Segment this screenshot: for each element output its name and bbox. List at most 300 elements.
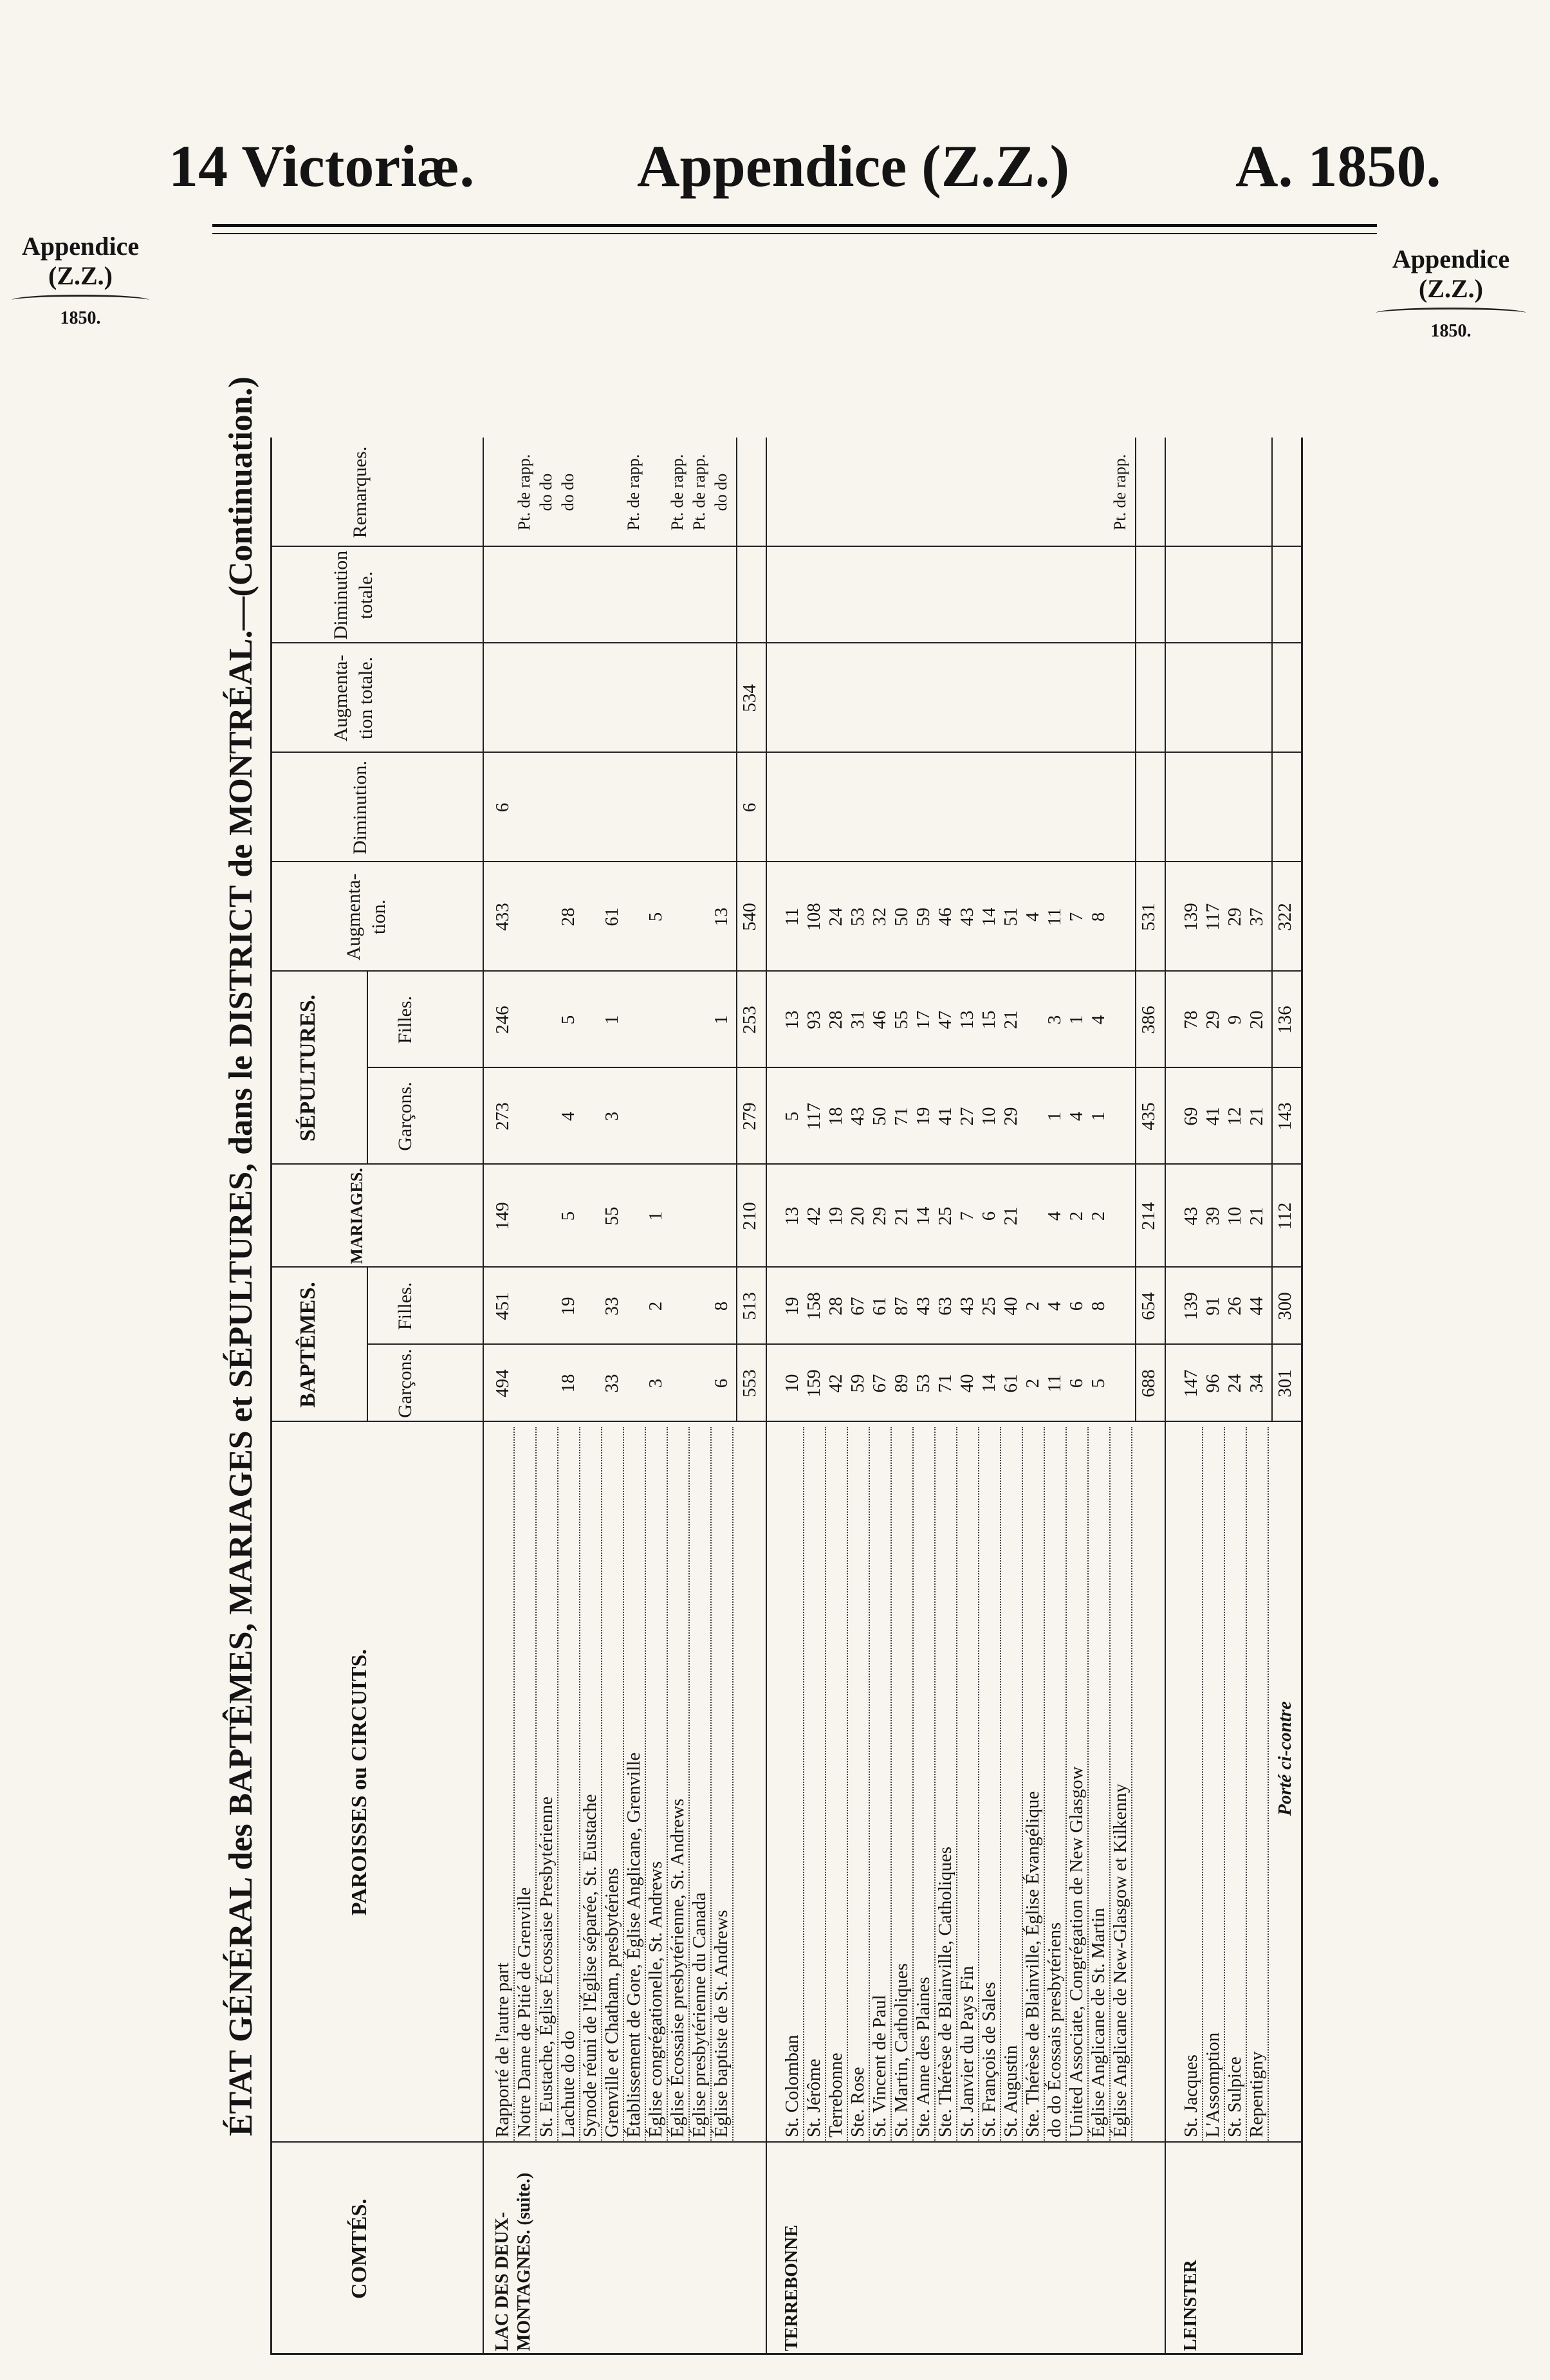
cell-bg: 10 — [782, 1374, 802, 1393]
cell-sg: 27 — [957, 1107, 977, 1126]
cell-mar: 5 — [558, 1211, 578, 1221]
cell-sg: 41 — [1203, 1107, 1223, 1126]
cell-dim — [623, 753, 645, 862]
cell-aug: 4 — [1022, 912, 1043, 922]
cell-mar: 39 — [1203, 1206, 1223, 1226]
cell-sg — [579, 1068, 601, 1165]
cell-aug: 43 — [957, 907, 977, 927]
cell-rem: Pt. de rapp. — [624, 454, 643, 531]
cell-sg: 21 — [1246, 1107, 1267, 1126]
cell-sg: 117 — [804, 1102, 824, 1130]
cell-aug: 28 — [558, 907, 578, 927]
cell-sf: 28 — [826, 1010, 846, 1029]
header-sub-rule-bapt — [367, 1268, 368, 1422]
cell-dimt — [1044, 547, 1066, 643]
total-dimt — [1138, 547, 1159, 643]
header-rule-thick — [212, 224, 1377, 227]
comte-label: LEINSTER — [1181, 2260, 1201, 2351]
cell-sg: 19 — [913, 1107, 934, 1126]
paroisse-name: St. Eustache, Église Écossaise Presbytérienne — [535, 1427, 558, 2143]
paroisse-name: Grenville et Chatham, presbytériens — [601, 1427, 624, 2143]
cell-dimt — [1180, 547, 1202, 643]
cell-rem — [1044, 438, 1066, 547]
cell-augt — [535, 643, 557, 753]
cell-sf: 31 — [847, 1010, 868, 1029]
cell-mar: 149 — [492, 1202, 513, 1230]
cell-augt — [688, 643, 710, 753]
cell-sf — [688, 972, 710, 1068]
cell-bf: 158 — [804, 1292, 824, 1320]
cell-bg: 3 — [645, 1378, 666, 1388]
total-dim: 6 — [739, 802, 760, 813]
cell-dim — [1109, 753, 1131, 862]
cell-bg: 159 — [804, 1369, 824, 1398]
comte-label: TERREBONNE — [782, 2224, 802, 2351]
cell-dimt — [803, 547, 825, 643]
column-rule — [270, 970, 1301, 972]
cell-augt — [1000, 643, 1022, 753]
cell-dim — [557, 753, 579, 862]
cell-bf: 2 — [1022, 1301, 1043, 1311]
table-left-rule — [270, 2353, 1301, 2355]
column-rule — [270, 1163, 1301, 1165]
cell-augt — [623, 643, 645, 753]
cell-bg: 34 — [1246, 1374, 1267, 1393]
cell-dimt — [956, 547, 978, 643]
cell-dimt — [710, 547, 732, 643]
cell-dim — [688, 753, 710, 862]
cell-mar: 29 — [869, 1206, 890, 1226]
table-title: ÉTAT GÉNÉRAL des BAPTÊMES, MARIAGES et SÉPULTURES, dans le DISTRICT de MONTRÉAL.—(Continuation.) — [223, 376, 259, 2136]
cell-sf: 15 — [979, 1010, 999, 1029]
cell-augt — [1109, 643, 1131, 753]
section-bottom-rule — [1165, 438, 1166, 2355]
cell-bg: 67 — [869, 1374, 890, 1393]
cell-aug — [579, 862, 601, 972]
cell-sg: 71 — [891, 1107, 912, 1126]
total-sf: 253 — [739, 1006, 760, 1034]
cell-bf: 19 — [558, 1296, 578, 1316]
section-total-rule — [1271, 438, 1273, 1422]
col-header-baptemes: BAPTÊMES. — [296, 1282, 320, 1408]
cell-dim — [710, 753, 732, 862]
cell-dimt — [1109, 547, 1131, 643]
cell-aug: 11 — [782, 908, 802, 926]
cell-mar: 14 — [913, 1206, 934, 1226]
cell-rem — [978, 438, 1000, 547]
cell-aug: 5 — [645, 912, 666, 922]
cell-dim — [869, 753, 890, 862]
cell-dimt — [1246, 547, 1268, 643]
paroisse-name: St. Colomban — [781, 1427, 804, 2143]
paroisse-name: St. Sulpice — [1224, 1427, 1247, 2143]
column-rule — [270, 861, 1301, 862]
cell-dim — [1022, 753, 1044, 862]
cell-rem — [781, 438, 803, 547]
cell-bf: 33 — [602, 1296, 622, 1316]
cell-aug: 117 — [1203, 903, 1223, 931]
cell-aug: 13 — [711, 907, 732, 927]
cell-sg — [535, 1068, 557, 1165]
cell-rem — [1066, 438, 1087, 547]
cell-aug: 8 — [1088, 912, 1109, 922]
total-augt: 534 — [739, 684, 760, 712]
cell-mar: 25 — [935, 1206, 955, 1226]
cell-bf: 6 — [1066, 1301, 1087, 1311]
cell-bg: 2 — [1022, 1378, 1043, 1388]
cell-aug: 37 — [1246, 907, 1267, 927]
cell-aug: 51 — [1001, 907, 1021, 927]
cell-sf: 13 — [782, 1010, 802, 1029]
total-aug: 322 — [1275, 903, 1295, 931]
total-bf: 300 — [1275, 1292, 1295, 1320]
cell-rem: do do — [558, 473, 577, 512]
cell-bf: 43 — [913, 1296, 934, 1316]
cell-dimt — [978, 547, 1000, 643]
cell-aug: 46 — [935, 907, 955, 927]
running-head-center: Appendice (Z.Z.) — [637, 133, 1070, 199]
cell-dimt — [1202, 547, 1224, 643]
cell-bf: 67 — [847, 1296, 868, 1316]
paroisse-name: St. Jacques — [1180, 1427, 1203, 2143]
margin-note-right — [1370, 244, 1531, 342]
cell-sf — [1022, 972, 1044, 1068]
cell-bg — [1109, 1345, 1131, 1422]
cell-aug — [535, 862, 557, 972]
cell-dim — [601, 753, 623, 862]
cell-aug: 7 — [1066, 912, 1087, 922]
cell-dimt — [781, 547, 803, 643]
cell-aug: 139 — [1181, 903, 1201, 931]
total-dimt — [1274, 547, 1296, 643]
cell-sg — [667, 1068, 688, 1165]
cell-dim — [1202, 753, 1224, 862]
total-bf: 654 — [1138, 1292, 1159, 1320]
cell-bf — [579, 1268, 601, 1345]
cell-bg — [623, 1345, 645, 1422]
paroisse-name: Église baptiste de St. Andrews — [710, 1427, 733, 2143]
cell-dim — [1044, 753, 1066, 862]
cell-dim: 6 — [492, 802, 513, 813]
cell-bg: 5 — [1088, 1378, 1109, 1388]
total-sf: 136 — [1275, 1006, 1295, 1034]
total-dim — [1138, 753, 1159, 862]
cell-aug: 53 — [847, 907, 868, 927]
cell-rem — [601, 438, 623, 547]
cell-augt — [1066, 643, 1087, 753]
cell-augt — [978, 643, 1000, 753]
column-rule — [270, 642, 1301, 643]
cell-bg: 11 — [1044, 1374, 1065, 1392]
cell-bf — [535, 1268, 557, 1345]
column-rule — [270, 1421, 1301, 1422]
cell-rem — [803, 438, 825, 547]
cell-dimt — [601, 547, 623, 643]
cell-rem — [1180, 438, 1202, 547]
cell-bf: 8 — [1088, 1301, 1109, 1311]
col-header-sepultures: SÉPULTURES. — [296, 994, 320, 1142]
cell-bg: 71 — [935, 1374, 955, 1393]
cell-rem: Pt. de rapp. — [515, 454, 533, 531]
cell-dim — [847, 753, 869, 862]
paroisse-name: St. Vincent de Paul — [869, 1427, 892, 2143]
cell-bf: 451 — [492, 1292, 513, 1320]
total-mar: 210 — [739, 1202, 760, 1230]
paroisse-name: St. François de Sales — [978, 1427, 1001, 2143]
cell-sg — [1109, 1068, 1131, 1165]
cell-augt — [492, 643, 513, 753]
cell-rem — [579, 438, 601, 547]
cell-bg — [667, 1345, 688, 1422]
col-header-augmentation: Augmenta- tion. — [343, 873, 389, 961]
cell-sf: 13 — [957, 1010, 977, 1029]
cell-bg: 24 — [1224, 1374, 1245, 1393]
cell-dim — [934, 753, 956, 862]
cell-bg: 494 — [492, 1369, 513, 1398]
cell-mar: 21 — [891, 1206, 912, 1226]
total-sg: 435 — [1138, 1102, 1159, 1130]
running-head-right: A. 1850. — [1235, 133, 1441, 199]
cell-bg: 40 — [957, 1374, 977, 1393]
cell-aug: 108 — [804, 903, 824, 931]
cell-aug — [667, 862, 688, 972]
cell-dim — [781, 753, 803, 862]
paroisse-name: Rapporté de l'autre part — [492, 1427, 515, 2143]
cell-augt — [645, 643, 667, 753]
paroisse-name: Lachute do do — [557, 1427, 580, 2143]
cell-dim — [825, 753, 847, 862]
cell-augt — [869, 643, 890, 753]
paroisse-name: Église presbytérienne du Canada — [688, 1427, 712, 2143]
total-mar: 112 — [1275, 1202, 1295, 1230]
cell-augt — [912, 643, 934, 753]
cell-mar: 19 — [826, 1206, 846, 1226]
cell-sf: 5 — [558, 1015, 578, 1025]
paroisse-name: United Associate, Congrégation de New Glasgow — [1066, 1427, 1089, 2143]
total-augt — [1274, 643, 1296, 753]
cell-augt — [1224, 643, 1246, 753]
col-header-diminution: Diminution. — [349, 761, 371, 854]
cell-rem — [645, 438, 667, 547]
cell-bg: 96 — [1203, 1374, 1223, 1393]
cell-augt — [1022, 643, 1044, 753]
total-aug: 540 — [739, 903, 760, 931]
cell-dim — [803, 753, 825, 862]
cell-sf: 1 — [711, 1015, 732, 1025]
cell-sf: 46 — [869, 1010, 890, 1029]
cell-sf — [645, 972, 667, 1068]
cell-mar — [667, 1165, 688, 1268]
cell-rem — [847, 438, 869, 547]
cell-bf: 63 — [935, 1296, 955, 1316]
cell-sg: 69 — [1181, 1107, 1201, 1126]
cell-augt — [1044, 643, 1066, 753]
cell-bg: 6 — [711, 1378, 732, 1388]
cell-bf: 19 — [782, 1296, 802, 1316]
cell-bg: 59 — [847, 1374, 868, 1393]
cell-aug: 32 — [869, 907, 890, 927]
cell-sf: 3 — [1044, 1015, 1065, 1025]
cell-mar: 55 — [602, 1206, 622, 1226]
paroisse-name: Ste. Rose — [847, 1427, 870, 2143]
paroisse-name: Église Écossaise presbytérienne, St. Andrews — [667, 1427, 690, 2143]
cell-bg — [535, 1345, 557, 1422]
cell-augt — [890, 643, 912, 753]
total-aug: 531 — [1138, 903, 1159, 931]
cell-augt — [781, 643, 803, 753]
cell-mar: 10 — [1224, 1206, 1245, 1226]
column-rule — [270, 1266, 1301, 1268]
cell-dim — [667, 753, 688, 862]
cell-dim — [1000, 753, 1022, 862]
cell-sf: 55 — [891, 1010, 912, 1029]
col-header-aug-totale: Augmenta- tion totale. — [330, 654, 376, 742]
cell-aug: 24 — [826, 907, 846, 927]
total-dimt — [739, 547, 761, 643]
cell-dimt — [1000, 547, 1022, 643]
cell-dim — [978, 753, 1000, 862]
cell-bf: 91 — [1203, 1296, 1223, 1316]
cell-mar: 2 — [1088, 1211, 1109, 1221]
column-rule — [367, 1067, 1301, 1068]
paroisse-name: L'Assomption — [1202, 1427, 1225, 2143]
cell-sf — [535, 972, 557, 1068]
cell-dimt — [535, 547, 557, 643]
cell-dimt — [492, 547, 513, 643]
paroisse-name: St. Augustin — [1000, 1427, 1023, 2143]
cell-bg — [579, 1345, 601, 1422]
col-header-dim-totale: Diminution totale. — [330, 550, 376, 640]
cell-rem — [956, 438, 978, 547]
cell-augt — [1180, 643, 1202, 753]
cell-bf: 2 — [645, 1301, 666, 1311]
cell-sg: 273 — [492, 1102, 513, 1130]
cell-dimt — [869, 547, 890, 643]
cell-sf: 29 — [1203, 1010, 1223, 1029]
section-bottom-rule — [1301, 438, 1303, 2355]
cell-bg: 33 — [602, 1374, 622, 1393]
rotated-table — [212, 232, 1370, 2355]
cell-mar — [579, 1165, 601, 1268]
total-sg: 143 — [1275, 1102, 1295, 1130]
cell-augt — [1087, 643, 1109, 753]
total-bg: 301 — [1275, 1369, 1295, 1398]
cell-dim — [956, 753, 978, 862]
cell-aug: 14 — [979, 907, 999, 927]
cell-bf — [1109, 1268, 1131, 1345]
cell-sg: 29 — [1001, 1107, 1021, 1126]
cell-bg: 18 — [558, 1374, 578, 1393]
paroisse-name: St. Jérôme — [803, 1427, 826, 2143]
cell-dimt — [557, 547, 579, 643]
cell-bf: 28 — [826, 1296, 846, 1316]
cell-mar: 21 — [1001, 1206, 1021, 1226]
cell-dim — [645, 753, 667, 862]
cell-rem: do do — [537, 473, 555, 512]
cell-bf: 139 — [1181, 1292, 1201, 1320]
cell-dimt — [825, 547, 847, 643]
margin-note-left — [6, 232, 154, 329]
cell-rem — [1202, 438, 1224, 547]
cell-mar: 4 — [1044, 1211, 1065, 1221]
cell-dimt — [579, 547, 601, 643]
col-header-comtes: COMTÉS. — [347, 2199, 371, 2299]
cell-dim — [513, 753, 535, 862]
cell-augt — [1246, 643, 1268, 753]
cell-sg: 5 — [782, 1111, 802, 1121]
cell-bf — [688, 1268, 710, 1345]
cell-bg: 61 — [1001, 1374, 1021, 1393]
cell-augt — [601, 643, 623, 753]
cell-rem — [869, 438, 890, 547]
cell-augt — [557, 643, 579, 753]
cell-rem: Pt. de rapp. — [668, 454, 687, 531]
total-sf: 386 — [1138, 1006, 1159, 1034]
cell-aug: 61 — [602, 907, 622, 927]
col-header-paroisses: PAROISSES ou CIRCUITS. — [347, 1648, 371, 1916]
paroisse-name: Ste. Thérèse de Blainville, Église Évangélique — [1022, 1427, 1045, 2143]
cell-mar — [1022, 1165, 1044, 1268]
cell-aug — [688, 862, 710, 972]
paroisse-name: Terrebonne — [825, 1427, 848, 2143]
cell-augt — [710, 643, 732, 753]
cell-dimt — [1087, 547, 1109, 643]
cell-bf: 44 — [1246, 1296, 1267, 1316]
col-header-sep-filles: Filles. — [394, 995, 416, 1044]
cell-rem — [912, 438, 934, 547]
cell-aug: 50 — [891, 907, 912, 927]
cell-bg: 14 — [979, 1374, 999, 1393]
cell-bg: 147 — [1181, 1369, 1201, 1398]
cell-sg: 12 — [1224, 1107, 1245, 1126]
cell-dimt — [688, 547, 710, 643]
cell-sg: 10 — [979, 1107, 999, 1126]
cell-sg: 4 — [558, 1111, 578, 1121]
cell-dimt — [1224, 547, 1246, 643]
margin-note-left-brace — [12, 295, 149, 306]
comte-label: LAC DES DEUX-MONTAGNES. (suite.) — [492, 2172, 534, 2351]
cell-rem — [1022, 438, 1044, 547]
col-header-remarques: Remarques. — [349, 446, 371, 539]
cell-dim — [1246, 753, 1268, 862]
paroisse-name: Ste. Thérèse de Blainville, Catholiques — [934, 1427, 957, 2143]
cell-rem — [1246, 438, 1268, 547]
cell-sg — [710, 1068, 732, 1165]
col-header-bapt-garcons: Garçons. — [394, 1349, 416, 1418]
cell-mar: 7 — [957, 1211, 977, 1221]
cell-rem: Pt. de rapp. — [1111, 454, 1129, 531]
paroisse-name: Synode réuni de l'Église séparée, St. Eustache — [579, 1427, 602, 2143]
cell-bg — [513, 1345, 535, 1422]
total-rem — [739, 438, 761, 547]
cell-bg: 6 — [1066, 1378, 1087, 1388]
total-sg: 279 — [739, 1102, 760, 1130]
cell-bg — [688, 1345, 710, 1422]
cell-sf: 78 — [1181, 1010, 1201, 1029]
total-rem — [1274, 438, 1296, 547]
cell-bf: 8 — [711, 1301, 732, 1311]
cell-sf: 9 — [1224, 1015, 1245, 1025]
cell-augt — [934, 643, 956, 753]
cell-rem — [890, 438, 912, 547]
cell-aug: 11 — [1044, 908, 1065, 926]
cell-aug: 433 — [492, 903, 513, 931]
margin-note-left-sub: (Z.Z.) — [48, 261, 113, 290]
cell-dimt — [1022, 547, 1044, 643]
cell-sf: 93 — [804, 1010, 824, 1029]
cell-sg — [623, 1068, 645, 1165]
cell-augt — [803, 643, 825, 753]
